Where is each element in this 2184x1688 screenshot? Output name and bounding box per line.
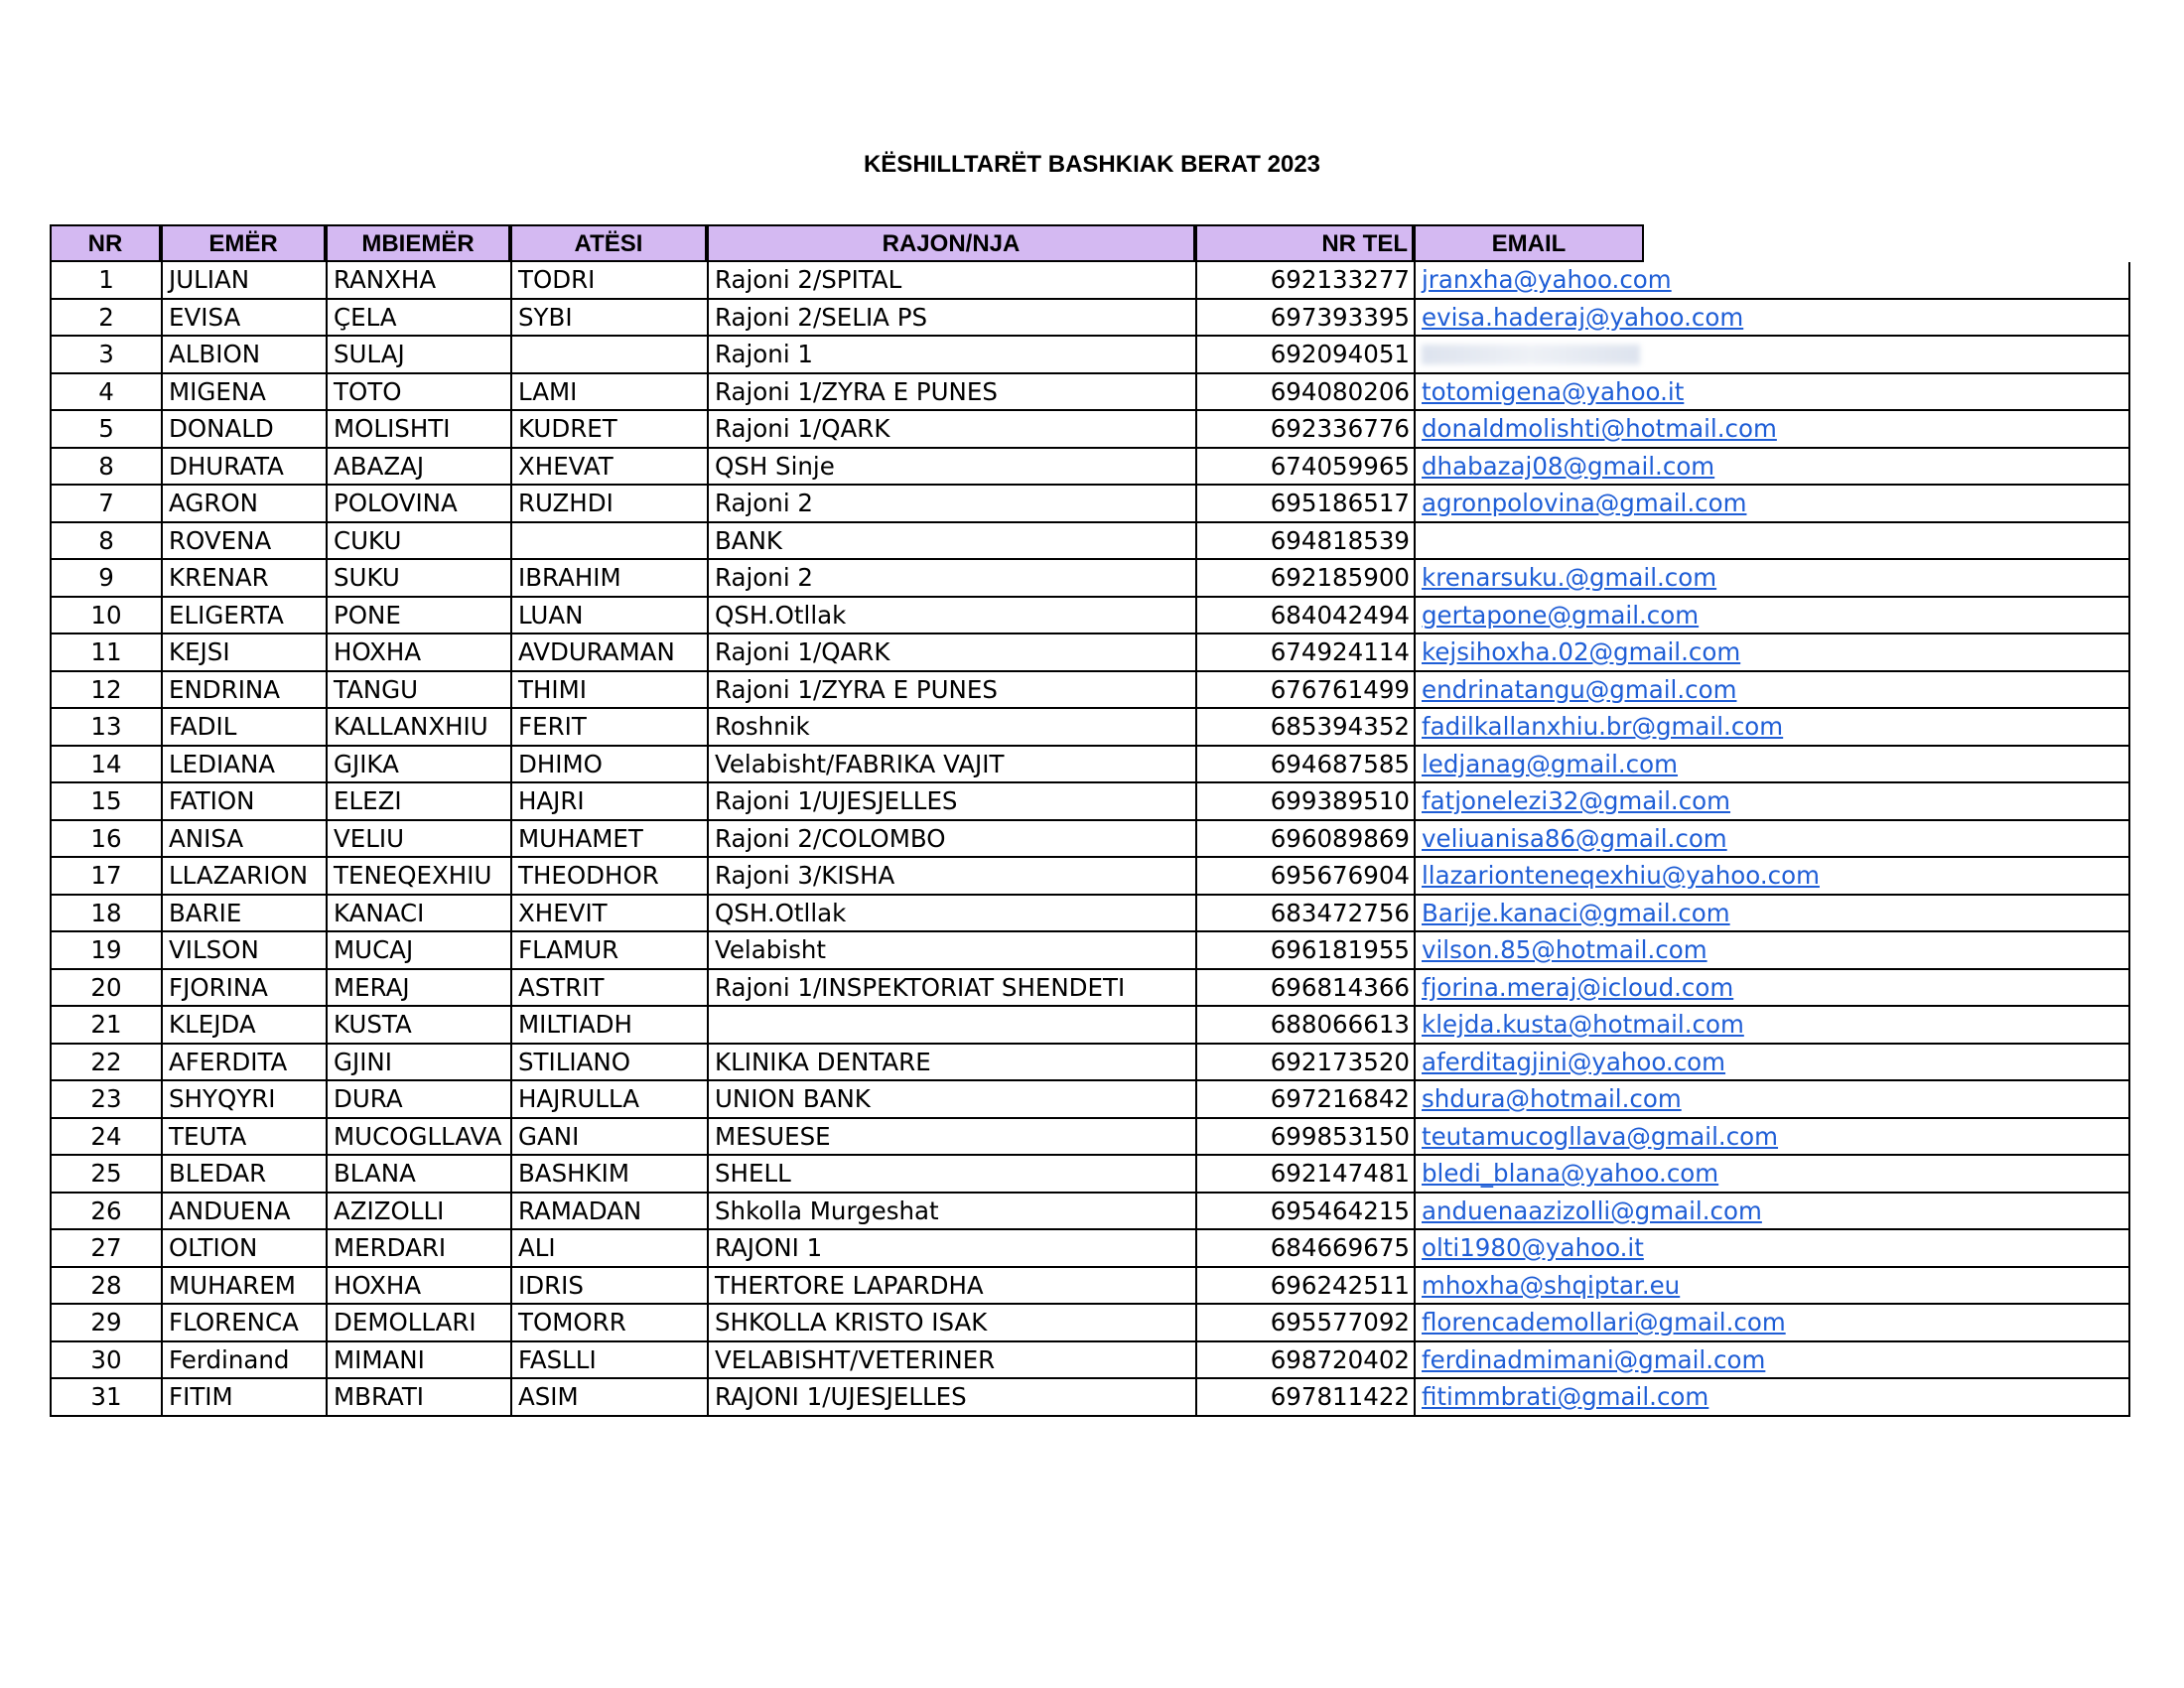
- cell-atesi: STILIANO: [510, 1045, 707, 1082]
- cell-atesi: FERIT: [510, 709, 707, 747]
- cell-tel: 696089869: [1195, 821, 1414, 859]
- cell-email: [1414, 1305, 2130, 1342]
- cell-emer: BLEDAR: [161, 1156, 326, 1194]
- cell-mbiemer: SUKU: [326, 560, 510, 598]
- cell-mbiemer: HOXHA: [326, 634, 510, 672]
- cell-atesi: DHIMO: [510, 747, 707, 784]
- cell-mbiemer: HOXHA: [326, 1268, 510, 1306]
- cell-emer: MIGENA: [161, 374, 326, 412]
- cell-email: [1414, 1007, 2130, 1045]
- cell-rajon: [707, 1007, 1195, 1045]
- cell-emer: DHURATA: [161, 449, 326, 487]
- header-emer: EMËR: [161, 224, 326, 262]
- email-link[interactable]: gertapone@gmail.com: [1422, 600, 1700, 630]
- cell-atesi: IBRAHIM: [510, 560, 707, 598]
- cell-mbiemer: PONE: [326, 598, 510, 635]
- header-rajon: RAJON/NJA: [707, 224, 1195, 262]
- cell-nr: 20: [50, 970, 161, 1008]
- cell-atesi: TOMORR: [510, 1305, 707, 1342]
- email-link[interactable]: bledi_blana@yahoo.com: [1422, 1159, 1719, 1188]
- cell-nr: 27: [50, 1230, 161, 1268]
- cell-atesi: [510, 523, 707, 561]
- cell-mbiemer: AZIZOLLI: [326, 1194, 510, 1231]
- cell-rajon: KLINIKA DENTARE: [707, 1045, 1195, 1082]
- email-link[interactable]: florencademollari@gmail.com: [1422, 1308, 1786, 1336]
- email-link[interactable]: fjorina.meraj@icloud.com: [1422, 972, 1734, 1002]
- cell-mbiemer: MERDARI: [326, 1230, 510, 1268]
- cell-nr: 14: [50, 747, 161, 784]
- cell-nr: 31: [50, 1379, 161, 1417]
- cell-email: [1414, 709, 2130, 747]
- cell-email: [1414, 560, 2130, 598]
- cell-mbiemer: RANXHA: [326, 262, 510, 300]
- cell-tel: 684669675: [1195, 1230, 1414, 1268]
- cell-rajon: QSH.Otllak: [707, 896, 1195, 933]
- cell-nr: 13: [50, 709, 161, 747]
- cell-tel: 674059965: [1195, 449, 1414, 487]
- email-link[interactable]: olti1980@yahoo.it: [1422, 1233, 1644, 1262]
- cell-rajon: Rajoni 1/QARK: [707, 634, 1195, 672]
- cell-atesi: XHEVAT: [510, 449, 707, 487]
- cell-nr: 8: [50, 523, 161, 561]
- cell-mbiemer: KANACI: [326, 896, 510, 933]
- email-link[interactable]: donaldmolishti@hotmail.com: [1422, 414, 1777, 443]
- cell-email: [1414, 672, 2130, 710]
- cell-atesi: RAMADAN: [510, 1194, 707, 1231]
- cell-rajon: Velabisht/FABRIKA VAJIT: [707, 747, 1195, 784]
- cell-email: [1414, 411, 2130, 449]
- cell-tel: 685394352: [1195, 709, 1414, 747]
- cell-rajon: Rajoni 1/QARK: [707, 411, 1195, 449]
- cell-email: [1414, 1081, 2130, 1119]
- cell-mbiemer: DEMOLLARI: [326, 1305, 510, 1342]
- cell-emer: ANDUENA: [161, 1194, 326, 1231]
- cell-nr: 23: [50, 1081, 161, 1119]
- cell-emer: ANISA: [161, 821, 326, 859]
- cell-atesi: THEODHOR: [510, 858, 707, 896]
- cell-nr: 28: [50, 1268, 161, 1306]
- cell-rajon: Rajoni 2/SPITAL: [707, 262, 1195, 300]
- cell-atesi: MUHAMET: [510, 821, 707, 859]
- email-link[interactable]: fitimmbrati@gmail.com: [1422, 1382, 1709, 1411]
- cell-email: [1414, 523, 2130, 561]
- cell-mbiemer: TANGU: [326, 672, 510, 710]
- cell-atesi: [510, 337, 707, 374]
- cell-email: [1414, 1045, 2130, 1082]
- cell-email: [1414, 598, 2130, 635]
- cell-rajon: Rajoni 1/ZYRA E PUNES: [707, 672, 1195, 710]
- cell-email: [1414, 449, 2130, 487]
- email-link[interactable]: teutamucogllava@gmail.com: [1422, 1121, 1779, 1151]
- email-link[interactable]: jranxha@yahoo.com: [1422, 265, 1672, 294]
- cell-tel: 698720402: [1195, 1342, 1414, 1380]
- email-link[interactable]: totomigena@yahoo.it: [1422, 376, 1685, 406]
- cell-emer: JULIAN: [161, 262, 326, 300]
- cell-atesi: HAJRULLA: [510, 1081, 707, 1119]
- cell-emer: LLAZARION: [161, 858, 326, 896]
- cell-mbiemer: MOLISHTI: [326, 411, 510, 449]
- cell-email: [1414, 747, 2130, 784]
- cell-tel: 692147481: [1195, 1156, 1414, 1194]
- cell-rajon: Rajoni 2/SELIA PS: [707, 300, 1195, 338]
- cell-email: [1414, 858, 2130, 896]
- cell-nr: 24: [50, 1119, 161, 1157]
- cell-emer: ROVENA: [161, 523, 326, 561]
- cell-atesi: AVDURAMAN: [510, 634, 707, 672]
- cell-emer: FATION: [161, 783, 326, 821]
- cell-tel: 692133277: [1195, 262, 1414, 300]
- cell-tel: 695676904: [1195, 858, 1414, 896]
- cell-mbiemer: ÇELA: [326, 300, 510, 338]
- cell-atesi: LUAN: [510, 598, 707, 635]
- cell-tel: 692094051: [1195, 337, 1414, 374]
- email-link[interactable]: anduenaazizolli@gmail.com: [1422, 1196, 1762, 1225]
- cell-tel: 695577092: [1195, 1305, 1414, 1342]
- cell-mbiemer: KUSTA: [326, 1007, 510, 1045]
- cell-tel: 696814366: [1195, 970, 1414, 1008]
- cell-tel: 688066613: [1195, 1007, 1414, 1045]
- email-link[interactable]: ferdinadmimani@gmail.com: [1422, 1344, 1766, 1374]
- cell-atesi: FASLLI: [510, 1342, 707, 1380]
- cell-email: [1414, 1342, 2130, 1380]
- cell-tel: 699389510: [1195, 783, 1414, 821]
- email-link[interactable]: klejda.kusta@hotmail.com: [1422, 1010, 1744, 1039]
- cell-email: [1414, 783, 2130, 821]
- cell-rajon: QSH Sinje: [707, 449, 1195, 487]
- cell-emer: ALBION: [161, 337, 326, 374]
- cell-mbiemer: BLANA: [326, 1156, 510, 1194]
- cell-rajon: VELABISHT/VETERINER: [707, 1342, 1195, 1380]
- cell-nr: 21: [50, 1007, 161, 1045]
- email-link[interactable]: endrinatangu@gmail.com: [1422, 674, 1737, 704]
- cell-mbiemer: KALLANXHIU: [326, 709, 510, 747]
- cell-atesi: BASHKIM: [510, 1156, 707, 1194]
- cell-rajon: Rajoni 2: [707, 486, 1195, 523]
- cell-nr: 7: [50, 486, 161, 523]
- cell-atesi: THIMI: [510, 672, 707, 710]
- header-atesi: ATËSI: [510, 224, 707, 262]
- cell-atesi: XHEVIT: [510, 896, 707, 933]
- cell-nr: 5: [50, 411, 161, 449]
- email-link[interactable]: mhoxha@shqiptar.eu: [1422, 1270, 1681, 1300]
- cell-mbiemer: GJIKA: [326, 747, 510, 784]
- cell-atesi: ASIM: [510, 1379, 707, 1417]
- cell-nr: 3: [50, 337, 161, 374]
- email-link[interactable]: vilson.85@hotmail.com: [1422, 935, 1707, 964]
- cell-rajon: RAJONI 1/UJESJELLES: [707, 1379, 1195, 1417]
- cell-atesi: GANI: [510, 1119, 707, 1157]
- cell-email: [1414, 1379, 2130, 1417]
- cell-rajon: Rajoni 1/INSPEKTORIAT SHENDETI: [707, 970, 1195, 1008]
- email-link[interactable]: ledjanag@gmail.com: [1422, 749, 1679, 778]
- cell-email: [1414, 1156, 2130, 1194]
- cell-emer: FLORENCA: [161, 1305, 326, 1342]
- cell-emer: Ferdinand: [161, 1342, 326, 1380]
- cell-emer: AGRON: [161, 486, 326, 523]
- cell-email: [1414, 1194, 2130, 1231]
- cell-emer: ENDRINA: [161, 672, 326, 710]
- cell-nr: 16: [50, 821, 161, 859]
- cell-mbiemer: MERAJ: [326, 970, 510, 1008]
- cell-rajon: Rajoni 1: [707, 337, 1195, 374]
- cell-email: [1414, 821, 2130, 859]
- email-link[interactable]: kejsihoxha.02@gmail.com: [1422, 637, 1741, 666]
- cell-mbiemer: VELIU: [326, 821, 510, 859]
- cell-mbiemer: DURA: [326, 1081, 510, 1119]
- header-nr-tel: NR TEL: [1195, 224, 1414, 262]
- cell-emer: TEUTA: [161, 1119, 326, 1157]
- cell-nr: 17: [50, 858, 161, 896]
- cell-mbiemer: MBRATI: [326, 1379, 510, 1417]
- cell-mbiemer: MUCAJ: [326, 932, 510, 970]
- cell-atesi: HAJRI: [510, 783, 707, 821]
- cell-rajon: MESUESE: [707, 1119, 1195, 1157]
- cell-emer: EVISA: [161, 300, 326, 338]
- cell-mbiemer: POLOVINA: [326, 486, 510, 523]
- cell-rajon: BANK: [707, 523, 1195, 561]
- cell-mbiemer: ABAZAJ: [326, 449, 510, 487]
- cell-emer: FADIL: [161, 709, 326, 747]
- cell-atesi: TODRI: [510, 262, 707, 300]
- cell-tel: 692336776: [1195, 411, 1414, 449]
- email-link[interactable]: Barije.kanaci@gmail.com: [1422, 898, 1730, 927]
- cell-rajon: Velabisht: [707, 932, 1195, 970]
- cell-nr: 25: [50, 1156, 161, 1194]
- cell-email: [1414, 262, 2130, 300]
- cell-atesi: IDRIS: [510, 1268, 707, 1306]
- cell-nr: 29: [50, 1305, 161, 1342]
- cell-rajon: RAJONI 1: [707, 1230, 1195, 1268]
- cell-atesi: ASTRIT: [510, 970, 707, 1008]
- cell-atesi: SYBI: [510, 300, 707, 338]
- cell-nr: 11: [50, 634, 161, 672]
- header-nr: NR: [50, 224, 161, 262]
- cell-mbiemer: SULAJ: [326, 337, 510, 374]
- cell-atesi: KUDRET: [510, 411, 707, 449]
- email-link[interactable]: fatjonelezi32@gmail.com: [1422, 786, 1731, 815]
- cell-mbiemer: MUCOGLLAVA: [326, 1119, 510, 1157]
- cell-tel: 696181955: [1195, 932, 1414, 970]
- cell-tel: 694687585: [1195, 747, 1414, 784]
- cell-rajon: Rajoni 3/KISHA: [707, 858, 1195, 896]
- cell-rajon: Rajoni 2: [707, 560, 1195, 598]
- cell-emer: OLTION: [161, 1230, 326, 1268]
- cell-email: [1414, 932, 2130, 970]
- redacted-email: [1422, 345, 1640, 364]
- cell-rajon: Rajoni 2/COLOMBO: [707, 821, 1195, 859]
- cell-email: [1414, 1119, 2130, 1157]
- header-email: EMAIL: [1414, 224, 1644, 262]
- cell-atesi: RUZHDI: [510, 486, 707, 523]
- email-link[interactable]: aferditagjini@yahoo.com: [1422, 1047, 1726, 1076]
- cell-email: [1414, 1230, 2130, 1268]
- cell-email: [1414, 300, 2130, 338]
- cell-mbiemer: TOTO: [326, 374, 510, 412]
- cell-mbiemer: GJINI: [326, 1045, 510, 1082]
- cell-rajon: Rajoni 1/UJESJELLES: [707, 783, 1195, 821]
- document-title: KËSHILLTARËT BASHKIAK BERAT 2023: [863, 151, 1321, 178]
- cell-rajon: UNION BANK: [707, 1081, 1195, 1119]
- email-link[interactable]: fadilkallanxhiu.br@gmail.com: [1422, 712, 1784, 741]
- cell-email: [1414, 374, 2130, 412]
- cell-tel: 696242511: [1195, 1268, 1414, 1306]
- cell-tel: 692173520: [1195, 1045, 1414, 1082]
- cell-rajon: SHKOLLA KRISTO ISAK: [707, 1305, 1195, 1342]
- cell-emer: DONALD: [161, 411, 326, 449]
- email-link[interactable]: evisa.haderaj@yahoo.com: [1422, 302, 1744, 332]
- cell-email: [1414, 1268, 2130, 1306]
- cell-rajon: SHELL: [707, 1156, 1195, 1194]
- cell-nr: 8: [50, 449, 161, 487]
- cell-mbiemer: MIMANI: [326, 1342, 510, 1380]
- cell-emer: AFERDITA: [161, 1045, 326, 1082]
- cell-atesi: LAMI: [510, 374, 707, 412]
- cell-tel: 694080206: [1195, 374, 1414, 412]
- cell-nr: 19: [50, 932, 161, 970]
- cell-nr: 12: [50, 672, 161, 710]
- cell-tel: 697216842: [1195, 1081, 1414, 1119]
- cell-email: [1414, 337, 2130, 374]
- cell-tel: 697811422: [1195, 1379, 1414, 1417]
- cell-tel: 699853150: [1195, 1119, 1414, 1157]
- cell-emer: KLEJDA: [161, 1007, 326, 1045]
- cell-nr: 18: [50, 896, 161, 933]
- cell-rajon: Rajoni 1/ZYRA E PUNES: [707, 374, 1195, 412]
- header-mbiemer: MBIEMËR: [326, 224, 510, 262]
- cell-tel: 676761499: [1195, 672, 1414, 710]
- cell-nr: 30: [50, 1342, 161, 1380]
- cell-email: [1414, 634, 2130, 672]
- cell-tel: 695186517: [1195, 486, 1414, 523]
- cell-mbiemer: CUKU: [326, 523, 510, 561]
- cell-atesi: MILTIADH: [510, 1007, 707, 1045]
- cell-nr: 22: [50, 1045, 161, 1082]
- cell-nr: 9: [50, 560, 161, 598]
- cell-tel: 697393395: [1195, 300, 1414, 338]
- cell-tel: 674924114: [1195, 634, 1414, 672]
- email-link[interactable]: dhabazaj08@gmail.com: [1422, 451, 1715, 481]
- cell-mbiemer: TENEQEXHIU: [326, 858, 510, 896]
- cell-emer: LEDIANA: [161, 747, 326, 784]
- cell-email: [1414, 896, 2130, 933]
- email-link[interactable]: krenarsuku.@gmail.com: [1422, 563, 1717, 592]
- cell-nr: 26: [50, 1194, 161, 1231]
- cell-nr: 1: [50, 262, 161, 300]
- cell-emer: BARIE: [161, 896, 326, 933]
- cell-email: [1414, 486, 2130, 523]
- cell-nr: 2: [50, 300, 161, 338]
- cell-rajon: Roshnik: [707, 709, 1195, 747]
- cell-emer: KEJSI: [161, 634, 326, 672]
- cell-tel: 684042494: [1195, 598, 1414, 635]
- cell-mbiemer: ELEZI: [326, 783, 510, 821]
- cell-emer: VILSON: [161, 932, 326, 970]
- cell-rajon: Shkolla Murgeshat: [707, 1194, 1195, 1231]
- cell-atesi: ALI: [510, 1230, 707, 1268]
- cell-rajon: QSH.Otllak: [707, 598, 1195, 635]
- cell-emer: SHYQYRI: [161, 1081, 326, 1119]
- cell-tel: 683472756: [1195, 896, 1414, 933]
- cell-emer: FJORINA: [161, 970, 326, 1008]
- cell-nr: 4: [50, 374, 161, 412]
- cell-nr: 10: [50, 598, 161, 635]
- cell-atesi: FLAMUR: [510, 932, 707, 970]
- cell-tel: 695464215: [1195, 1194, 1414, 1231]
- cell-rajon: THERTORE LAPARDHA: [707, 1268, 1195, 1306]
- cell-email: [1414, 970, 2130, 1008]
- cell-tel: 694818539: [1195, 523, 1414, 561]
- email-link[interactable]: llazarionteneqexhiu@yahoo.com: [1422, 861, 1820, 890]
- email-link[interactable]: veliuanisa86@gmail.com: [1422, 823, 1727, 853]
- cell-emer: KRENAR: [161, 560, 326, 598]
- cell-emer: MUHAREM: [161, 1268, 326, 1306]
- cell-nr: 15: [50, 783, 161, 821]
- cell-tel: 692185900: [1195, 560, 1414, 598]
- email-link[interactable]: shdura@hotmail.com: [1422, 1084, 1682, 1113]
- email-link[interactable]: agronpolovina@gmail.com: [1422, 489, 1747, 517]
- cell-emer: FITIM: [161, 1379, 326, 1417]
- cell-emer: ELIGERTA: [161, 598, 326, 635]
